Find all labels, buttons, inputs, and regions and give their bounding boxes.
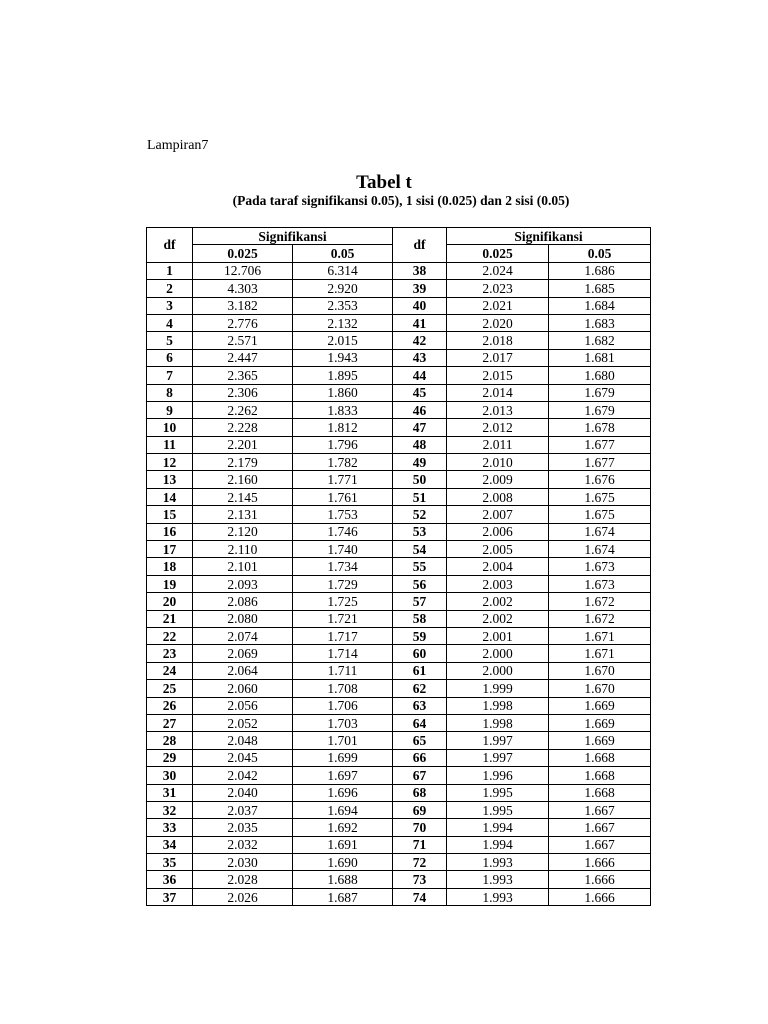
table-row — [147, 367, 651, 384]
value-0025-right: 2.017 — [447, 349, 549, 366]
value-0025-left: 2.160 — [193, 471, 293, 488]
value-0025-left: 2.056 — [193, 697, 293, 714]
value-005-right: 1.681 — [549, 349, 651, 366]
value-0025-right: 2.000 — [447, 645, 549, 662]
df-cell-right: 40 — [393, 297, 447, 314]
table-row — [147, 801, 651, 818]
value-0025-left: 2.074 — [193, 627, 293, 644]
value-0025-left: 2.110 — [193, 541, 293, 558]
value-005-right: 1.672 — [549, 610, 651, 627]
value-0025-right: 2.023 — [447, 280, 549, 297]
value-005-right: 1.666 — [549, 888, 651, 905]
value-0025-right: 2.010 — [447, 454, 549, 471]
value-0025-right: 1.993 — [447, 854, 549, 871]
value-005-right: 1.674 — [549, 523, 651, 540]
df-cell-right: 61 — [393, 662, 447, 679]
table-row — [147, 262, 651, 279]
value-005-left: 1.708 — [293, 680, 393, 697]
df-cell-right: 72 — [393, 854, 447, 871]
value-0025-right: 2.024 — [447, 262, 549, 279]
table-row — [147, 506, 651, 523]
value-0025-right: 1.993 — [447, 871, 549, 888]
df-cell-left: 35 — [147, 854, 193, 871]
value-005-left: 1.717 — [293, 627, 393, 644]
value-0025-left: 2.026 — [193, 888, 293, 905]
df-cell-left: 12 — [147, 454, 193, 471]
value-0025-right: 2.013 — [447, 401, 549, 418]
value-005-right: 1.670 — [549, 662, 651, 679]
t-distribution-table — [146, 227, 651, 906]
value-005-left: 1.703 — [293, 714, 393, 731]
df-cell-right: 60 — [393, 645, 447, 662]
value-005-left: 1.895 — [293, 367, 393, 384]
value-0025-left: 2.571 — [193, 332, 293, 349]
df-cell-left: 32 — [147, 801, 193, 818]
value-005-right: 1.677 — [549, 454, 651, 471]
df-cell-left: 4 — [147, 314, 193, 331]
value-005-right: 1.668 — [549, 784, 651, 801]
value-005-left: 1.812 — [293, 419, 393, 436]
value-0025-right: 1.995 — [447, 784, 549, 801]
df-cell-right: 63 — [393, 697, 447, 714]
value-005-left: 1.943 — [293, 349, 393, 366]
df-cell-left: 27 — [147, 714, 193, 731]
level-0025-header-right: 0.025 — [447, 245, 549, 262]
value-005-left: 1.699 — [293, 749, 393, 766]
value-005-right: 1.669 — [549, 732, 651, 749]
value-005-right: 1.679 — [549, 384, 651, 401]
value-005-right: 1.685 — [549, 280, 651, 297]
value-005-right: 1.674 — [549, 541, 651, 558]
value-005-left: 1.771 — [293, 471, 393, 488]
value-0025-left: 2.064 — [193, 662, 293, 679]
value-0025-left: 2.060 — [193, 680, 293, 697]
df-cell-left: 21 — [147, 610, 193, 627]
df-cell-left: 24 — [147, 662, 193, 679]
value-005-left: 1.701 — [293, 732, 393, 749]
value-005-left: 1.734 — [293, 558, 393, 575]
df-cell-left: 7 — [147, 367, 193, 384]
df-cell-left: 6 — [147, 349, 193, 366]
value-0025-left: 2.040 — [193, 784, 293, 801]
df-cell-left: 3 — [147, 297, 193, 314]
value-005-left: 1.690 — [293, 854, 393, 871]
df-cell-left: 13 — [147, 471, 193, 488]
value-005-right: 1.671 — [549, 645, 651, 662]
value-0025-right: 1.999 — [447, 680, 549, 697]
table-row — [147, 767, 651, 784]
df-cell-right: 38 — [393, 262, 447, 279]
level-005-header-right: 0.05 — [549, 245, 651, 262]
table-row — [147, 332, 651, 349]
value-005-right: 1.675 — [549, 506, 651, 523]
value-005-right: 1.679 — [549, 401, 651, 418]
table-row — [147, 662, 651, 679]
value-0025-left: 2.365 — [193, 367, 293, 384]
value-005-right: 1.667 — [549, 819, 651, 836]
df-cell-left: 20 — [147, 593, 193, 610]
df-cell-right: 47 — [393, 419, 447, 436]
df-cell-right: 56 — [393, 575, 447, 592]
df-cell-left: 10 — [147, 419, 193, 436]
value-005-left: 1.691 — [293, 836, 393, 853]
value-0025-right: 2.014 — [447, 384, 549, 401]
value-0025-right: 1.994 — [447, 836, 549, 853]
value-0025-right: 1.994 — [447, 819, 549, 836]
value-005-left: 1.692 — [293, 819, 393, 836]
df-cell-right: 71 — [393, 836, 447, 853]
value-0025-right: 2.002 — [447, 610, 549, 627]
value-0025-left: 2.447 — [193, 349, 293, 366]
value-0025-right: 2.011 — [447, 436, 549, 453]
value-005-left: 1.711 — [293, 662, 393, 679]
df-cell-right: 65 — [393, 732, 447, 749]
value-0025-left: 2.228 — [193, 419, 293, 436]
table-row — [147, 854, 651, 871]
table-row — [147, 314, 651, 331]
df-cell-right: 67 — [393, 767, 447, 784]
df-header-left: df — [147, 228, 193, 263]
value-0025-left: 2.776 — [193, 314, 293, 331]
df-cell-right: 59 — [393, 627, 447, 644]
value-005-left: 2.353 — [293, 297, 393, 314]
value-0025-right: 2.009 — [447, 471, 549, 488]
df-cell-left: 29 — [147, 749, 193, 766]
value-0025-right: 2.005 — [447, 541, 549, 558]
value-005-left: 1.725 — [293, 593, 393, 610]
value-0025-left: 2.045 — [193, 749, 293, 766]
df-cell-right: 41 — [393, 314, 447, 331]
value-0025-right: 2.021 — [447, 297, 549, 314]
table-row — [147, 419, 651, 436]
df-cell-left: 9 — [147, 401, 193, 418]
df-cell-right: 46 — [393, 401, 447, 418]
table-row — [147, 645, 651, 662]
value-0025-left: 2.120 — [193, 523, 293, 540]
value-005-right: 1.671 — [549, 627, 651, 644]
df-cell-right: 44 — [393, 367, 447, 384]
value-005-left: 1.697 — [293, 767, 393, 784]
value-005-right: 1.677 — [549, 436, 651, 453]
df-cell-left: 11 — [147, 436, 193, 453]
value-0025-left: 2.042 — [193, 767, 293, 784]
value-005-left: 1.729 — [293, 575, 393, 592]
value-0025-right: 2.018 — [447, 332, 549, 349]
df-cell-left: 5 — [147, 332, 193, 349]
value-0025-left: 2.145 — [193, 488, 293, 505]
value-005-left: 1.696 — [293, 784, 393, 801]
table-row — [147, 575, 651, 592]
df-cell-right: 39 — [393, 280, 447, 297]
value-005-right: 1.678 — [549, 419, 651, 436]
level-005-header-left: 0.05 — [293, 245, 393, 262]
df-cell-right: 62 — [393, 680, 447, 697]
table-subtitle: (Pada taraf signifikansi 0.05), 1 sisi (0.025) dan 2 sisi (0.05) — [232, 193, 570, 208]
df-cell-left: 25 — [147, 680, 193, 697]
df-cell-left: 19 — [147, 575, 193, 592]
value-005-right: 1.683 — [549, 314, 651, 331]
appendix-label: Lampiran7 — [147, 138, 209, 153]
df-header-right: df — [393, 228, 447, 263]
value-005-left: 1.714 — [293, 645, 393, 662]
value-005-right: 1.667 — [549, 836, 651, 853]
value-005-left: 6.314 — [293, 262, 393, 279]
df-cell-right: 42 — [393, 332, 447, 349]
value-005-right: 1.666 — [549, 854, 651, 871]
value-005-left: 1.694 — [293, 801, 393, 818]
df-cell-right: 53 — [393, 523, 447, 540]
table-row — [147, 454, 651, 471]
value-0025-right: 2.001 — [447, 627, 549, 644]
value-0025-left: 2.032 — [193, 836, 293, 853]
value-0025-left: 2.086 — [193, 593, 293, 610]
value-005-left: 1.688 — [293, 871, 393, 888]
df-cell-left: 23 — [147, 645, 193, 662]
value-005-right: 1.682 — [549, 332, 651, 349]
value-0025-right: 2.002 — [447, 593, 549, 610]
table-row — [147, 541, 651, 558]
value-0025-right: 1.993 — [447, 888, 549, 905]
value-005-left: 1.796 — [293, 436, 393, 453]
df-cell-left: 16 — [147, 523, 193, 540]
table-row — [147, 401, 651, 418]
value-005-right: 1.669 — [549, 697, 651, 714]
value-0025-right: 2.006 — [447, 523, 549, 540]
df-cell-right: 50 — [393, 471, 447, 488]
df-cell-left: 34 — [147, 836, 193, 853]
df-cell-left: 14 — [147, 488, 193, 505]
value-0025-left: 2.179 — [193, 454, 293, 471]
value-0025-right: 2.020 — [447, 314, 549, 331]
df-cell-right: 73 — [393, 871, 447, 888]
value-0025-right: 2.004 — [447, 558, 549, 575]
value-0025-left: 12.706 — [193, 262, 293, 279]
table-row — [147, 436, 651, 453]
table-row — [147, 749, 651, 766]
table-row — [147, 297, 651, 314]
value-0025-left: 2.262 — [193, 401, 293, 418]
table-row — [147, 871, 651, 888]
significance-header-left: Signifikansi — [193, 228, 393, 245]
value-005-left: 1.860 — [293, 384, 393, 401]
table-row — [147, 680, 651, 697]
value-005-right: 1.676 — [549, 471, 651, 488]
df-cell-right: 57 — [393, 593, 447, 610]
df-cell-left: 1 — [147, 262, 193, 279]
table-row — [147, 697, 651, 714]
value-0025-right: 2.012 — [447, 419, 549, 436]
value-005-left: 1.782 — [293, 454, 393, 471]
value-005-left: 2.015 — [293, 332, 393, 349]
value-005-right: 1.666 — [549, 871, 651, 888]
table-row — [147, 714, 651, 731]
table-body — [147, 262, 651, 905]
significance-header-right: Signifikansi — [447, 228, 651, 245]
df-cell-left: 26 — [147, 697, 193, 714]
df-cell-right: 70 — [393, 819, 447, 836]
value-0025-right: 2.007 — [447, 506, 549, 523]
value-0025-left: 4.303 — [193, 280, 293, 297]
df-cell-left: 31 — [147, 784, 193, 801]
table-row — [147, 523, 651, 540]
df-cell-left: 17 — [147, 541, 193, 558]
value-0025-left: 2.069 — [193, 645, 293, 662]
value-005-right: 1.667 — [549, 801, 651, 818]
value-0025-left: 2.201 — [193, 436, 293, 453]
value-0025-right: 1.995 — [447, 801, 549, 818]
df-cell-right: 69 — [393, 801, 447, 818]
df-cell-left: 37 — [147, 888, 193, 905]
df-cell-right: 49 — [393, 454, 447, 471]
value-005-left: 1.761 — [293, 488, 393, 505]
value-005-right: 1.680 — [549, 367, 651, 384]
value-005-left: 1.753 — [293, 506, 393, 523]
table-row — [147, 819, 651, 836]
table-row — [147, 471, 651, 488]
value-005-left: 2.920 — [293, 280, 393, 297]
value-0025-right: 2.015 — [447, 367, 549, 384]
value-005-right: 1.672 — [549, 593, 651, 610]
value-005-right: 1.670 — [549, 680, 651, 697]
df-cell-right: 74 — [393, 888, 447, 905]
df-cell-right: 68 — [393, 784, 447, 801]
value-005-right: 1.673 — [549, 575, 651, 592]
df-cell-right: 51 — [393, 488, 447, 505]
value-0025-left: 2.131 — [193, 506, 293, 523]
value-0025-left: 2.093 — [193, 575, 293, 592]
table-row — [147, 593, 651, 610]
df-cell-left: 18 — [147, 558, 193, 575]
table-row — [147, 888, 651, 905]
table-row — [147, 349, 651, 366]
table-row — [147, 784, 651, 801]
value-005-left: 2.132 — [293, 314, 393, 331]
value-0025-right: 1.997 — [447, 732, 549, 749]
value-0025-left: 2.048 — [193, 732, 293, 749]
value-005-right: 1.669 — [549, 714, 651, 731]
value-005-right: 1.686 — [549, 262, 651, 279]
value-0025-left: 2.101 — [193, 558, 293, 575]
value-005-left: 1.740 — [293, 541, 393, 558]
df-cell-right: 45 — [393, 384, 447, 401]
df-cell-right: 64 — [393, 714, 447, 731]
df-cell-left: 30 — [147, 767, 193, 784]
value-005-right: 1.684 — [549, 297, 651, 314]
df-cell-left: 33 — [147, 819, 193, 836]
value-005-right: 1.668 — [549, 749, 651, 766]
value-005-left: 1.721 — [293, 610, 393, 627]
value-0025-left: 2.052 — [193, 714, 293, 731]
df-cell-left: 15 — [147, 506, 193, 523]
table-row — [147, 732, 651, 749]
table-row — [147, 384, 651, 401]
value-0025-right: 1.998 — [447, 714, 549, 731]
value-0025-right: 1.997 — [447, 749, 549, 766]
value-005-left: 1.833 — [293, 401, 393, 418]
table-header — [147, 228, 651, 263]
df-cell-left: 2 — [147, 280, 193, 297]
level-0025-header-left: 0.025 — [193, 245, 293, 262]
table-row — [147, 627, 651, 644]
table-row — [147, 488, 651, 505]
table-title: Tabel t — [356, 172, 412, 193]
table-row — [147, 610, 651, 627]
value-0025-right: 1.996 — [447, 767, 549, 784]
value-0025-left: 3.182 — [193, 297, 293, 314]
df-cell-left: 28 — [147, 732, 193, 749]
value-005-left: 1.706 — [293, 697, 393, 714]
value-005-right: 1.668 — [549, 767, 651, 784]
value-005-right: 1.673 — [549, 558, 651, 575]
value-0025-right: 2.008 — [447, 488, 549, 505]
value-0025-left: 2.035 — [193, 819, 293, 836]
df-cell-right: 54 — [393, 541, 447, 558]
df-cell-right: 43 — [393, 349, 447, 366]
value-0025-left: 2.037 — [193, 801, 293, 818]
value-0025-right: 2.000 — [447, 662, 549, 679]
table-row — [147, 558, 651, 575]
df-cell-left: 8 — [147, 384, 193, 401]
value-0025-left: 2.030 — [193, 854, 293, 871]
value-005-left: 1.746 — [293, 523, 393, 540]
df-cell-right: 66 — [393, 749, 447, 766]
value-0025-left: 2.080 — [193, 610, 293, 627]
df-cell-right: 48 — [393, 436, 447, 453]
df-cell-left: 22 — [147, 627, 193, 644]
value-0025-right: 2.003 — [447, 575, 549, 592]
value-0025-left: 2.028 — [193, 871, 293, 888]
table-row — [147, 836, 651, 853]
value-005-left: 1.687 — [293, 888, 393, 905]
header-row-group — [147, 228, 651, 245]
df-cell-right: 55 — [393, 558, 447, 575]
value-0025-left: 2.306 — [193, 384, 293, 401]
df-cell-left: 36 — [147, 871, 193, 888]
df-cell-right: 52 — [393, 506, 447, 523]
value-005-right: 1.675 — [549, 488, 651, 505]
table-row — [147, 280, 651, 297]
df-cell-right: 58 — [393, 610, 447, 627]
value-0025-right: 1.998 — [447, 697, 549, 714]
